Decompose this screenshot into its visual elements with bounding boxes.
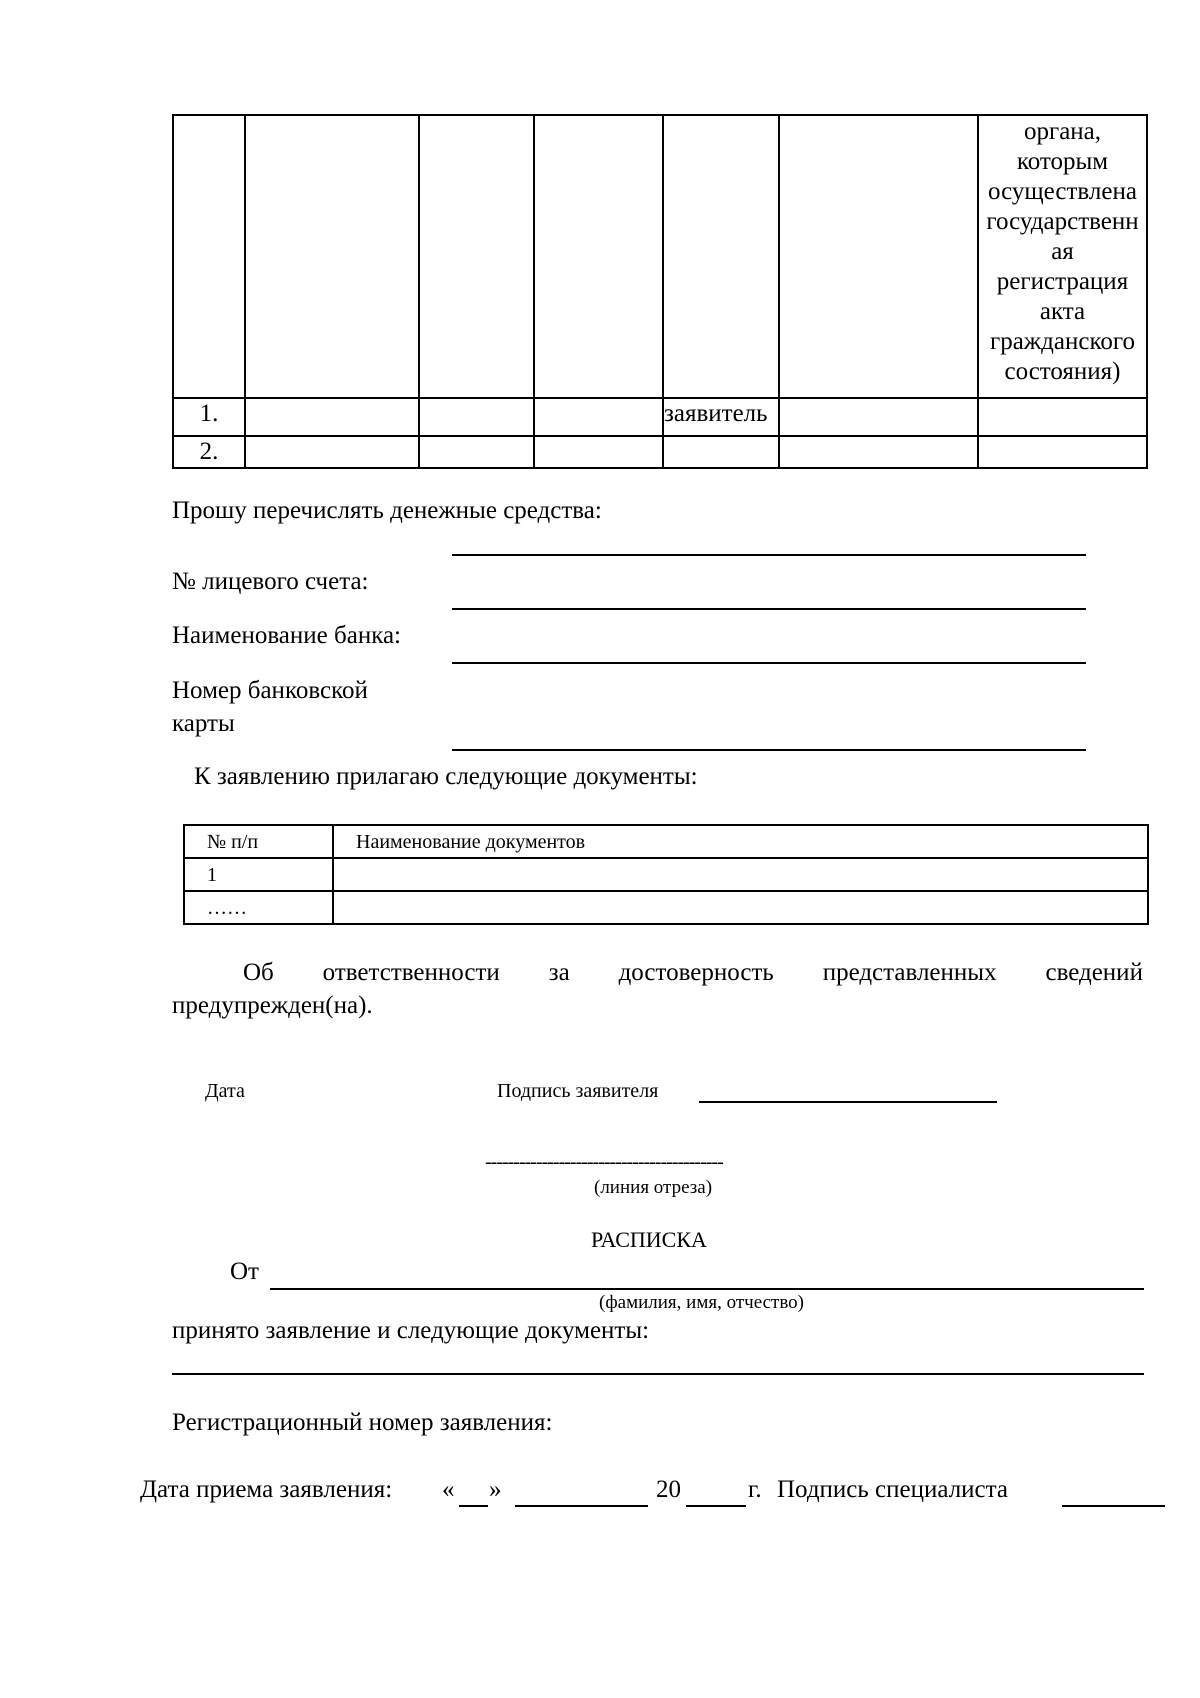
documents-intro: К заявлению прилагаю следующие документы: <box>194 763 698 790</box>
warning-word: сведений <box>1045 959 1143 986</box>
header-cell-5 <box>663 115 779 398</box>
receipt-title: РАСПИСКА <box>591 1227 707 1252</box>
registration-number-label: Регистрационный номер заявления: <box>172 1409 553 1436</box>
payment-intro: Прошу перечислять денежные средства: <box>172 497 602 524</box>
account-label: № лицевого счета: <box>172 568 369 595</box>
warning-line1 <box>243 958 1143 988</box>
row-role: заявитель <box>663 398 779 436</box>
document-row-name[interactable] <box>333 858 1148 891</box>
header-cell-registration-organ <box>978 115 1147 398</box>
header-cell-3 <box>419 115 534 398</box>
warning-word: достоверность <box>618 959 774 986</box>
card-number-field[interactable] <box>452 749 1086 751</box>
acceptance-date-label: Дата приема заявления: <box>140 1476 393 1503</box>
bank-name-field[interactable] <box>452 662 1086 664</box>
header-text-line: осуществлена <box>988 178 1137 205</box>
document-row-number: 1 <box>184 858 333 891</box>
header-cell-6 <box>779 115 978 398</box>
row-number: 2. <box>173 436 245 468</box>
header-text-line: регистрация <box>996 268 1129 295</box>
documents-header-num: № п/п <box>184 825 333 858</box>
documents-table <box>183 824 1149 925</box>
full-name-caption: (фамилия, имя, отчество) <box>599 1292 805 1313</box>
table-row <box>184 858 1148 891</box>
cut-line-label: (линия отреза) <box>594 1177 713 1198</box>
applicant-signature-field[interactable] <box>699 1101 997 1103</box>
table-row <box>173 398 1147 436</box>
table-row <box>173 436 1147 468</box>
card-label-line1: Номер банковской <box>172 677 368 704</box>
header-text-line: акта <box>1039 298 1086 325</box>
header-text-line: органа, <box>1023 118 1102 145</box>
row-number: 1. <box>173 398 245 436</box>
warning-word: за <box>548 959 570 986</box>
quote-open: « <box>442 1476 455 1503</box>
applicant-signature-label: Подпись заявителя <box>497 1080 659 1102</box>
full-name-field[interactable] <box>270 1288 1144 1290</box>
header-cell-4 <box>534 115 663 398</box>
header-text-line: гражданского <box>990 328 1135 355</box>
document-row-number: …… <box>184 891 333 924</box>
year-suffix: г. <box>748 1476 762 1503</box>
warning-word: Об <box>243 959 274 986</box>
payment-method-line[interactable] <box>452 554 1086 556</box>
header-cell-2 <box>245 115 419 398</box>
row-role <box>663 436 779 468</box>
accepted-documents-field[interactable] <box>172 1373 1144 1375</box>
header-text-line: которым <box>1016 148 1109 175</box>
specialist-signature-field[interactable] <box>1062 1505 1165 1507</box>
warning-word: ответственности <box>322 959 500 986</box>
header-text-line: государственн <box>986 208 1139 235</box>
from-label: От <box>230 1258 259 1285</box>
accepted-text: принято заявление и следующие документы: <box>172 1317 650 1344</box>
bank-label: Наименование банка: <box>172 622 402 649</box>
document-row-name[interactable] <box>333 891 1148 924</box>
date-label: Дата <box>205 1080 245 1102</box>
applicants-table <box>172 114 1148 469</box>
warning-word: представленных <box>822 959 997 986</box>
quote-close: » <box>489 1476 502 1503</box>
cut-line: ------------------------------------------ <box>485 1151 723 1173</box>
documents-header-name: Наименование документов <box>333 825 1148 858</box>
header-text-line: ая <box>1051 238 1074 265</box>
header-text-line: состояния) <box>1004 358 1121 385</box>
day-field[interactable] <box>459 1505 488 1507</box>
table-row <box>184 891 1148 924</box>
header-cell-1 <box>173 115 245 398</box>
account-number-field[interactable] <box>452 608 1086 610</box>
year-field[interactable] <box>686 1505 746 1507</box>
year-prefix: 20 <box>656 1476 681 1503</box>
specialist-signature-label: Подпись специалиста <box>777 1476 1008 1503</box>
warning-line2: предупрежден(на). <box>172 992 373 1019</box>
month-field[interactable] <box>515 1505 648 1507</box>
card-label-line2: карты <box>172 710 235 737</box>
